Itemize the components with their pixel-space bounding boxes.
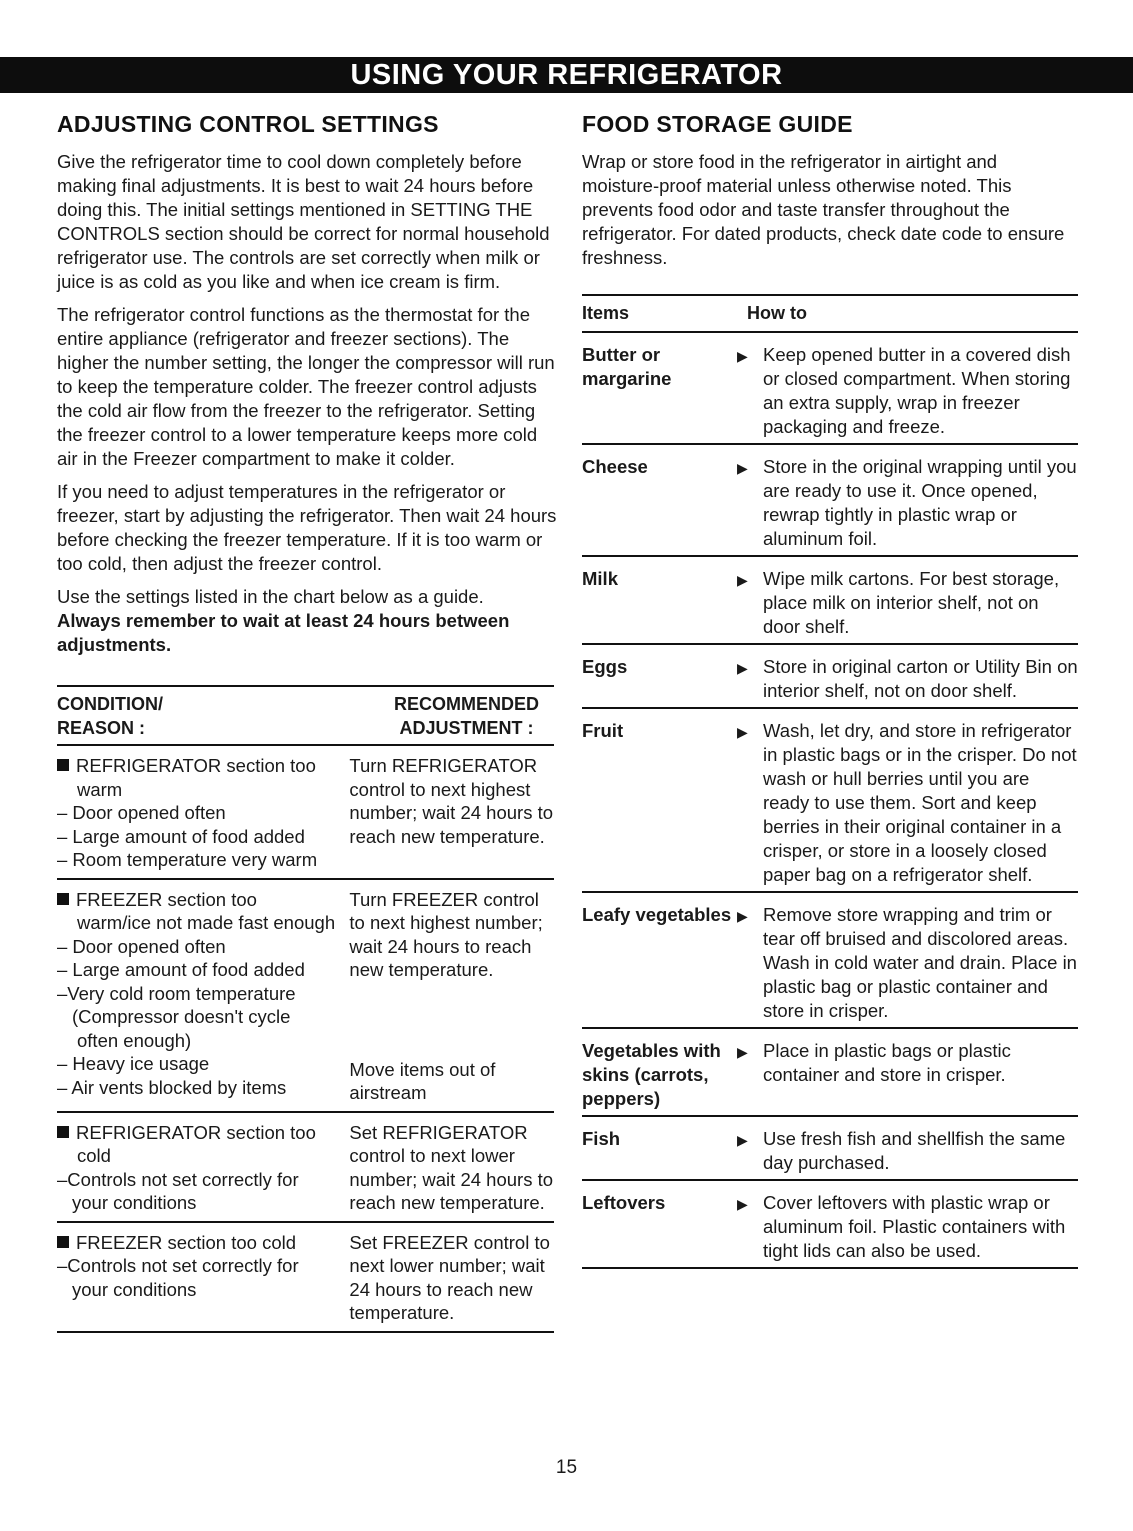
intro-paragraph: Wrap or store food in the refrigerator in airtight and moisture-proof material unless otherwise noted. This prevents food odor and taste transfer throughout the refrigerator. For dated products, check date code to ensure freshness. [582, 151, 1065, 268]
paragraph: If you need to adjust temperatures in the refrigerator or freezer, start by adjusting the refrigerator. Then wait 24 hours before checking the freezer temperature. If it is too warm or too cold, then adjust the freezer control. [57, 481, 557, 574]
item-name: Cheese [582, 456, 648, 477]
page-banner: USING YOUR REFRIGERATOR [0, 57, 1133, 93]
triangle-bullet-icon: ▶ [737, 908, 748, 924]
condition-cell: REFRIGERATOR section too cold –Controls not set correctly for your conditions [57, 1121, 316, 1213]
triangle-bullet-icon: ▶ [737, 724, 748, 740]
triangle-bullet-icon: ▶ [737, 572, 748, 588]
condition-table [57, 685, 554, 1333]
triangle-bullet-icon: ▶ [737, 348, 748, 364]
adjustment-cell: Set REFRIGERATOR control to next lower number; wait 24 hours to reach new temperature. [349, 1121, 554, 1213]
adjustment-cell: Turn REFRIGERATOR control to next highest number; wait 24 hours to reach new temperature. [349, 755, 554, 847]
table-row [582, 333, 1078, 445]
header-how-to: How to [747, 303, 807, 323]
item-name: Butter or margarine [582, 344, 672, 389]
item-name: Milk [582, 568, 618, 589]
square-bullet-icon [57, 759, 69, 771]
item-instructions: Use fresh fish and shellfish the same day purchased. [763, 1128, 1066, 1173]
food-storage-table [582, 294, 1078, 1269]
page-number: 15 [555, 1457, 578, 1478]
triangle-bullet-icon: ▶ [737, 1132, 748, 1148]
item-name: Fish [582, 1128, 621, 1149]
item-name: Leafy vegetables [582, 904, 732, 925]
item-instructions: Cover leftovers with plastic wrap or aluminum foil. Plastic containers with tight lids can also be used. [763, 1192, 1066, 1261]
triangle-bullet-icon: ▶ [737, 1044, 748, 1060]
item-instructions: Keep opened butter in a covered dish or closed compartment. When storing an extra supply, wrap in freezer packaging and freeze. [763, 344, 1071, 437]
item-instructions: Remove store wrapping and trim or tear off bruised and discolored areas. Wash in cold water and drain. Place in plastic bag or plastic container and store in crisper. [763, 904, 1077, 1021]
item-instructions: Wipe milk cartons. For best storage, place milk on interior shelf, not on door shelf. [763, 568, 1060, 637]
triangle-bullet-icon: ▶ [737, 660, 748, 676]
condition-cell: FREEZER section too cold –Controls not set correctly for your conditions [57, 1231, 299, 1300]
item-instructions: Store in original carton or Utility Bin on interior shelf, not on door shelf. [763, 656, 1078, 701]
square-bullet-icon [57, 893, 69, 905]
table-row [582, 893, 1078, 1029]
item-name: Fruit [582, 720, 624, 741]
adjusting-controls-section [57, 108, 557, 1333]
header-adjustment: RECOMMENDED ADJUSTMENT : [393, 694, 539, 738]
paragraph: Use the settings listed in the chart below as a guide. [57, 586, 484, 607]
food-storage-section [582, 108, 1078, 1269]
square-bullet-icon [57, 1126, 69, 1138]
item-name: Vegetables with skins (carrots, peppers) [582, 1040, 721, 1109]
condition-cell: REFRIGERATOR section too warm – Door opened often – Large amount of food added – Room temperature very warm [57, 755, 318, 870]
condition-cell: FREEZER section too warm/ice not made fast enough – Door opened often – Large amount of food added –Very cold room temperature (Compressor doesn't cycle often enough) – Heavy ice usage – Air vents blocked by items [57, 888, 336, 1098]
table-row [582, 445, 1078, 557]
table-row [582, 557, 1078, 645]
header-condition: CONDITION/ REASON : [57, 694, 163, 738]
adjustment-cell: Turn FREEZER control to next highest number; wait 24 hours to reach new temperature. Move items out of airstream [349, 888, 543, 1103]
triangle-bullet-icon: ▶ [737, 460, 748, 476]
condition-table-header [57, 687, 554, 746]
table-row [57, 1223, 554, 1333]
section-heading-adjusting: ADJUSTING CONTROL SETTINGS [57, 111, 439, 137]
header-items: Items [582, 303, 630, 323]
triangle-bullet-icon: ▶ [737, 1196, 748, 1212]
paragraph: Give the refrigerator time to cool down completely before making final adjustments. It is best to wait 24 hours before doing this. The initial settings mentioned in SETTING THE CONTROLS section should be correct for normal household refrigerator use. The controls are set correctly when milk or juice is as cold as you like and when ice cream is firm. [57, 151, 550, 292]
item-name: Eggs [582, 656, 628, 677]
table-row [582, 1181, 1078, 1269]
item-instructions: Store in the original wrapping until you are ready to use it. Once opened, rewrap tightly in plastic wrap or aluminum foil. [763, 456, 1077, 549]
table-row [582, 709, 1078, 893]
item-instructions: Place in plastic bags or plastic container and store in crisper. [763, 1040, 1011, 1085]
table-row [57, 1113, 554, 1223]
table-row [582, 1117, 1078, 1181]
paragraph: The refrigerator control functions as the thermostat for the entire appliance (refrigerator and freezer sections). The higher the number setting, the longer the compressor will run to keep the temperature colder. The freezer control adjusts the cold air flow from the freezer to the refrigerator. Setting the freezer control to a lower temperature keeps more cold air in the Freezer compartment to make it colder. [57, 304, 555, 469]
item-name: Leftovers [582, 1192, 666, 1213]
item-instructions: Wash, let dry, and store in refrigerator in plastic bags or in the crisper. Do not wash or hull berries until you are ready to use them. Sort and keep berries in their original container in a crisper, or store in a loosely closed paper bag on a refrigerator shelf. [763, 720, 1077, 885]
table-row [582, 1029, 1078, 1117]
table-row [582, 645, 1078, 709]
table-row [57, 746, 554, 880]
bold-note: Always remember to wait at least 24 hours between adjustments. [57, 610, 510, 655]
square-bullet-icon [57, 1236, 69, 1248]
table-row [57, 880, 554, 1113]
adjustment-cell: Set FREEZER control to next lower number; wait 24 hours to reach new temperature. [349, 1231, 550, 1323]
section-heading-food-storage: FOOD STORAGE GUIDE [582, 111, 853, 137]
food-table-header [582, 296, 1078, 333]
